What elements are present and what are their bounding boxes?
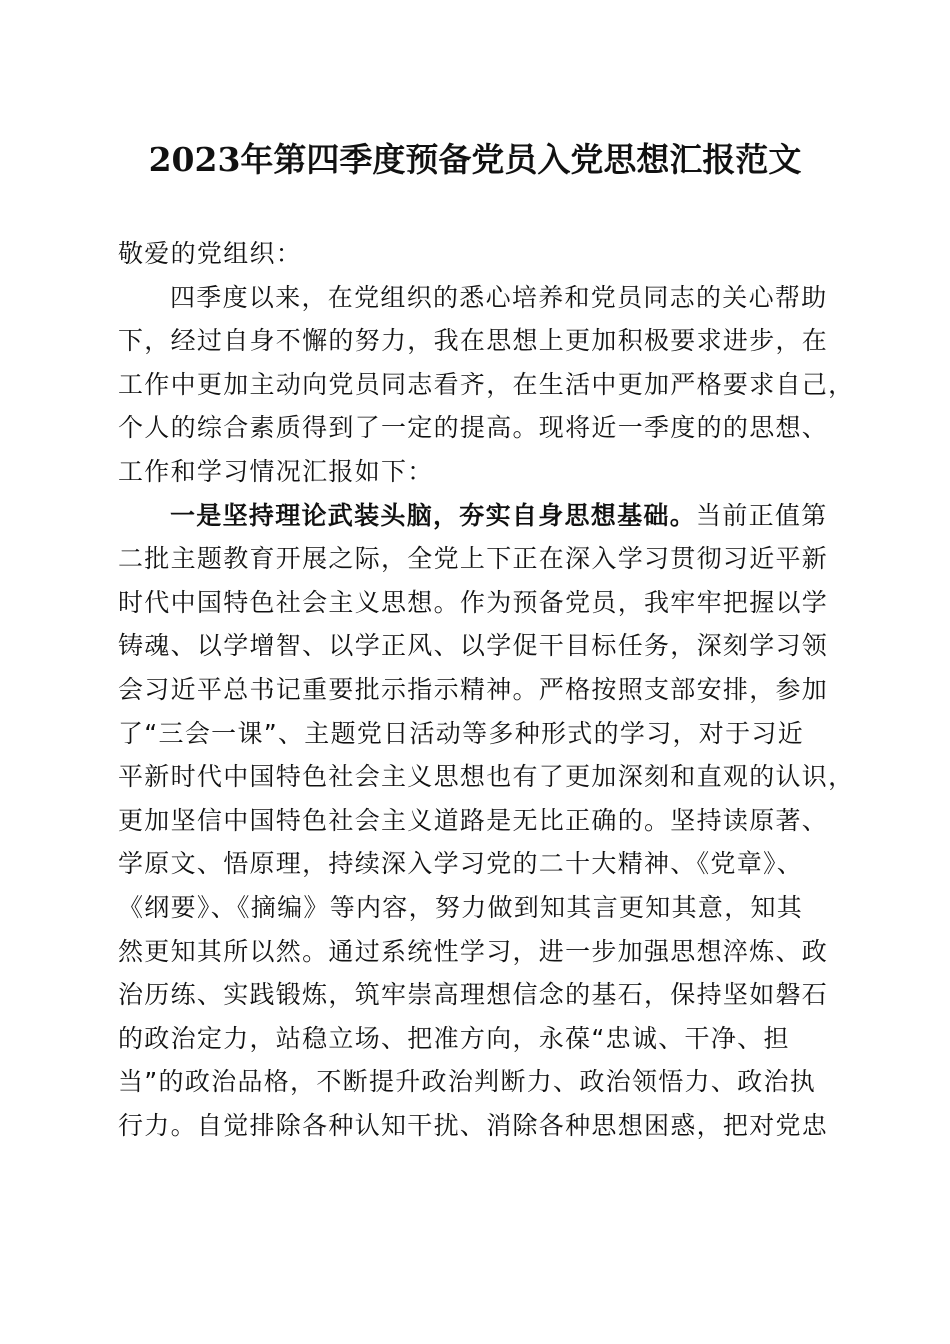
paragraph-line: 更加坚信中国特色社会主义道路是无比正确的。坚持读原著、 — [118, 805, 829, 835]
paragraph-line: 二批主题教育开展之际，全党上下正在深入学习贯彻习近平新 — [118, 544, 829, 574]
paragraph-line: 工作中更加主动向党员同志看齐，在生活中更加严格要求自己， — [118, 369, 855, 399]
paragraph-line: 当”的政治品格，不断提升政治判断力、政治领悟力、政治执 — [118, 1067, 817, 1097]
paragraph-line: 铸魂、以学增智、以学正风、以学促干目标任务，深刻学习领 — [118, 631, 829, 661]
section-heading: 一是坚持理论武装头脑，夯实自身思想基础。 — [170, 500, 697, 530]
paragraph-line: 的政治定力，站稳立场、把准方向，永葆“忠诚、干净、担 — [118, 1023, 790, 1053]
paragraph-line: 四季度以来，在党组织的悉心培养和党员同志的关心帮助 — [170, 282, 828, 312]
document-title: 2023年第四季度预备党员入党思想汇报范文 — [148, 140, 802, 179]
paragraph-2 — [118, 494, 855, 1148]
document-body — [118, 232, 855, 1147]
paragraph-line: 工作和学习情况汇报如下： — [118, 456, 434, 486]
paragraph-line — [118, 494, 838, 538]
paragraph-line: 个人的综合素质得到了一定的提高。现将近一季度的的思想、 — [118, 413, 829, 443]
paragraph-text: 当前正值第 — [696, 500, 828, 530]
paragraph-line: 了“三会一课”、主题党日活动等多种形式的学习，对于习近 — [118, 718, 805, 748]
paragraph-1 — [118, 276, 855, 494]
paragraph-line: 平新时代中国特色社会主义思想也有了更加深刻和直观的认识， — [118, 762, 855, 792]
paragraph-line: 《纲要》、《摘编》等内容，努力做到知其言更知其意，知其 — [118, 892, 804, 922]
paragraph-line: 治历练、实践锻炼，筑牢崇高理想信念的基石，保持坚如磐石 — [118, 980, 829, 1010]
paragraph-line: 下，经过自身不懈的努力，我在思想上更加积极要求进步，在 — [118, 326, 829, 356]
paragraph-line: 时代中国特色社会主义思想。作为预备党员，我牢牢把握以学 — [118, 587, 829, 617]
salutation: 敬爱的党组织： — [118, 239, 303, 268]
paragraph-line: 然更知其所以然。通过系统性学习，进一步加强思想淬炼、政 — [118, 936, 829, 966]
paragraph-line: 会习近平总书记重要批示指示精神。严格按照支部安排，参加 — [118, 674, 829, 704]
paragraph-line: 学原文、悟原理，持续深入学习党的二十大精神、《党章》、 — [118, 849, 804, 879]
paragraph-line: 行力。自觉排除各种认知干扰、消除各种思想困惑，把对党忠 — [118, 1110, 829, 1140]
